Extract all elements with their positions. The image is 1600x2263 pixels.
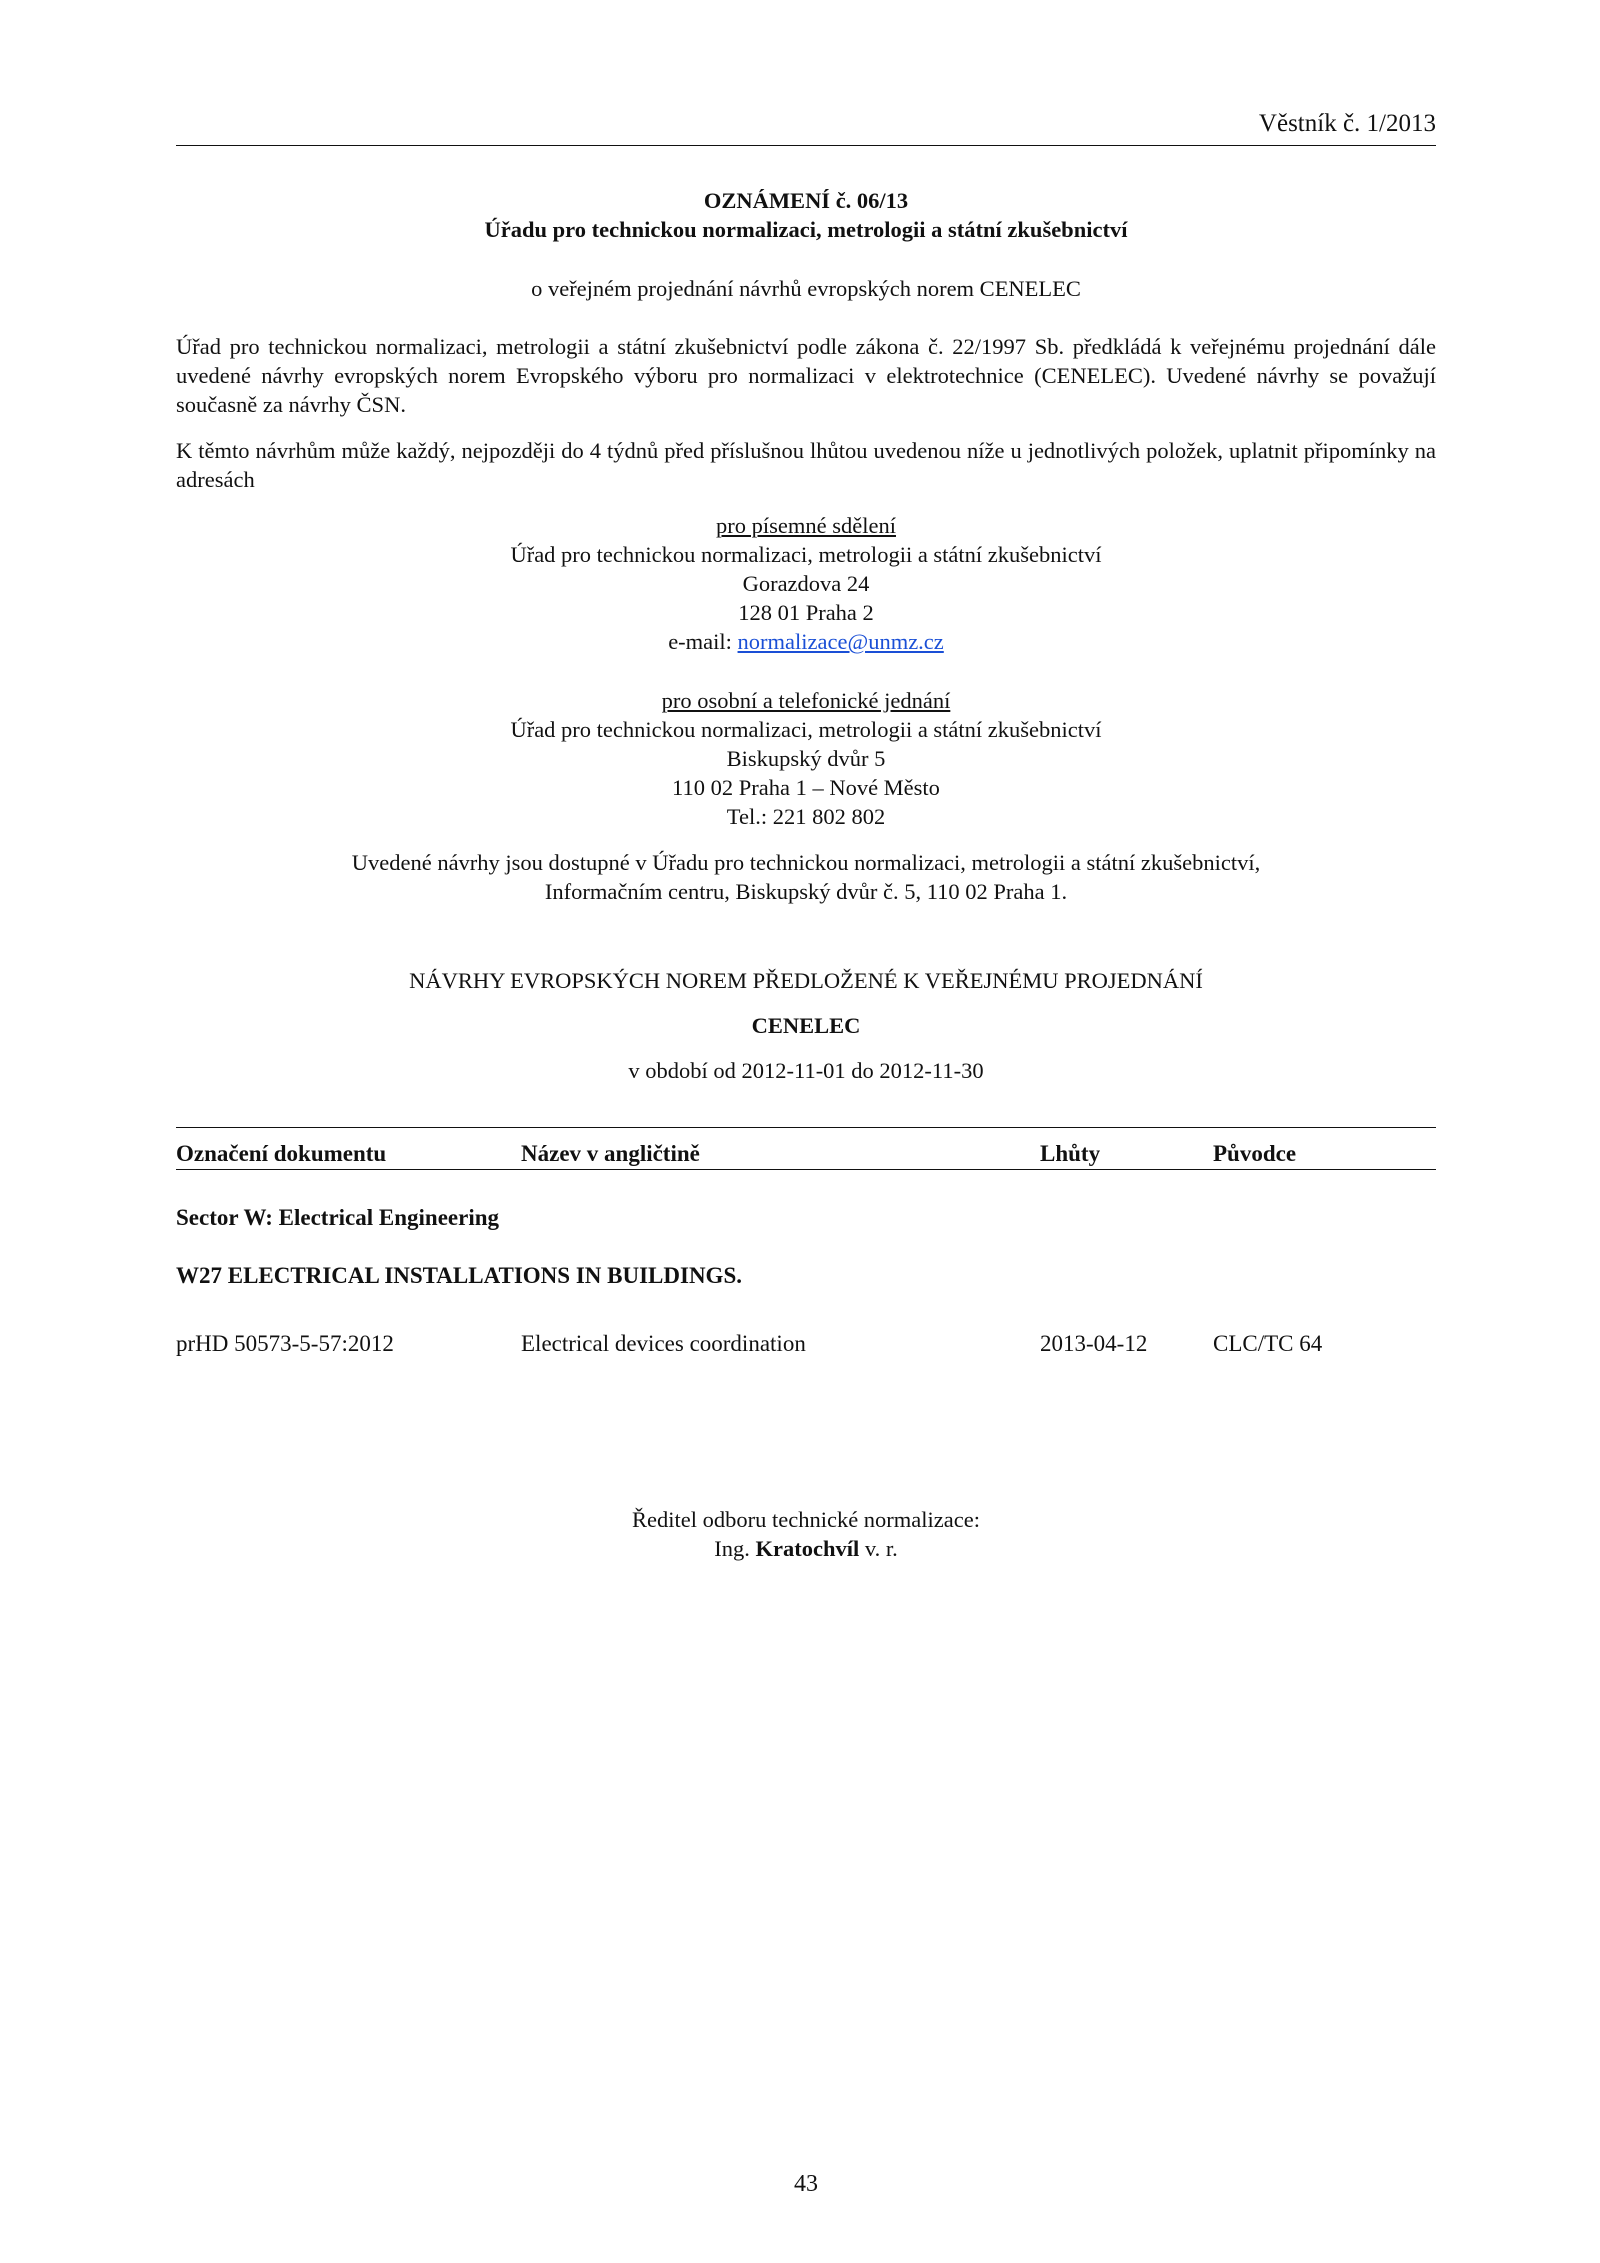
signature-block	[176, 1505, 1436, 1563]
address-personal-heading: pro osobní a telefonické jednání	[661, 688, 951, 713]
address-written-street: Gorazdova 24	[742, 571, 870, 596]
address-personal-org: Úřad pro technickou normalizaci, metrologii a státní zkušebnictví	[510, 717, 1102, 742]
row-title: Electrical devices coordination	[521, 1331, 806, 1356]
intro-paragraph-2: K těmto návrhům může každý, nejpozději do 4 týdnů před příslušnou lhůtou uvedenou níže u jednotlivých položek, uplatnit připomínky na adresách	[176, 438, 1436, 492]
address-personal-phone: Tel.: 221 802 802	[726, 804, 886, 829]
email-label: e-mail:	[668, 629, 738, 654]
signature-line	[176, 1534, 1436, 1563]
table-header-originator: Původce	[1213, 1141, 1297, 1166]
header-rule	[176, 145, 1436, 146]
signature-role: Ředitel odboru technické normalizace:	[632, 1507, 980, 1532]
availability-note	[176, 848, 1436, 906]
table-header-deadline: Lhůty	[1040, 1141, 1101, 1166]
row-originator: CLC/TC 64	[1213, 1331, 1323, 1356]
address-personal-street: Biskupský dvůr 5	[726, 746, 886, 771]
document-page	[176, 0, 1436, 2263]
signature-name: Kratochvíl	[755, 1536, 860, 1561]
address-written-block	[176, 511, 1436, 656]
intro-paragraph-1: Úřad pro technickou normalizaci, metrologii a státní zkušebnictví podle zákona č. 22/1997 Sb. předkládá k veřejnému projednání dále uvedené návrhy evropských norem Evropského výboru pro normalizaci v elektrotechnice (CENELEC). Uvedené návrhy se považují současně za návrhy ČSN.	[176, 334, 1436, 417]
email-link[interactable]: normalizace@unmz.cz	[737, 629, 944, 654]
availability-line-1: Uvedené návrhy jsou dostupné v Úřadu pro technickou normalizaci, metrologii a státní zkušebnictví,	[351, 850, 1261, 875]
section-period: v období od 2012-11-01 do 2012-11-30	[628, 1058, 984, 1083]
address-personal-city: 110 02 Praha 1 – Nové Město	[672, 775, 940, 800]
table-header-designation: Označení dokumentu	[176, 1141, 387, 1166]
table-sector: Sector W: Electrical Engineering	[176, 1205, 500, 1230]
address-written-heading: pro písemné sdělení	[716, 513, 896, 538]
announcement-number: OZNÁMENÍ č. 06/13	[703, 188, 909, 213]
table-group: W27 ELECTRICAL INSTALLATIONS IN BUILDINGS.	[176, 1263, 742, 1288]
announcement-authority: Úřadu pro technickou normalizaci, metrologii a státní zkušebnictví	[484, 217, 1128, 242]
table-top-rule	[176, 1127, 1436, 1128]
address-written-org: Úřad pro technickou normalizaci, metrologii a státní zkušebnictví	[510, 542, 1102, 567]
address-written-city: 128 01 Praha 2	[738, 600, 874, 625]
signature-suffix: v. r.	[859, 1536, 898, 1561]
table-header-title: Název v angličtině	[521, 1141, 700, 1166]
signature-prefix: Ing.	[714, 1536, 756, 1561]
section-body: CENELEC	[751, 1013, 861, 1038]
address-personal-block	[176, 686, 1436, 831]
page-number: 43	[794, 2171, 818, 2197]
row-deadline: 2013-04-12	[1040, 1331, 1148, 1356]
row-designation: prHD 50573-5-57:2012	[176, 1331, 394, 1356]
availability-line-2: Informačním centru, Biskupský dvůr č. 5, 110 02 Praha 1.	[544, 879, 1068, 904]
address-written-email-line	[176, 627, 1436, 656]
table-header-rule	[176, 1169, 1436, 1170]
section-heading: NÁVRHY EVROPSKÝCH NOREM PŘEDLOŽENÉ K VEŘEJNÉMU PROJEDNÁNÍ	[409, 968, 1203, 993]
announcement-subject: o veřejném projednání návrhů evropských norem CENELEC	[531, 276, 1081, 301]
bulletin-header: Věstník č. 1/2013	[1258, 110, 1436, 137]
